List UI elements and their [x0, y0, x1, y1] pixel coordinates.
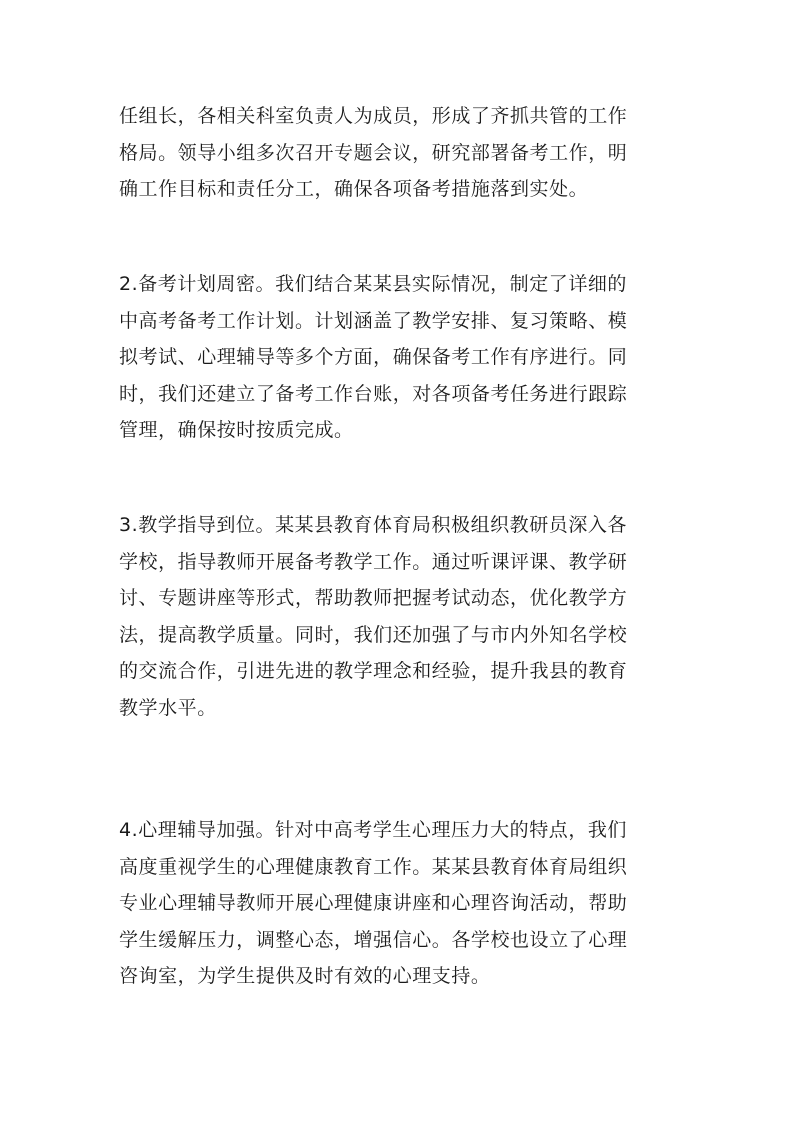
paragraph-teaching-guidance [119, 507, 679, 726]
text-line: 中高考备考工作计划。计划涵盖了教学安排、复习策略、模 [119, 309, 628, 332]
text-line: 的交流合作，引进先进的教学理念和经验，提升我县的教育 [119, 660, 628, 682]
text-line: 高度重视学生的心理健康教育工作。某某县教育体育局组织 [119, 855, 628, 878]
text-line: 学校，指导教师开展备考教学工作。通过听课评课、教学研 [119, 550, 628, 573]
text-line: 2.备考计划周密。我们结合某某县实际情况，制定了详细的 [119, 273, 627, 295]
text-line: 时，我们还建立了备考工作台账，对各项备考任务进行跟踪 [119, 382, 628, 405]
text-line: 学生缓解压力，调整心态，增强信心。各学校也设立了心理 [119, 928, 628, 951]
paragraph-exam-plan [119, 266, 679, 449]
text-line: 4.心理辅导加强。针对中高考学生心理压力大的特点，我们 [119, 819, 627, 841]
text-line: 3.教学指导到位。某某县教育体育局积极组织教研员深入各 [119, 514, 627, 536]
text-line: 法，提高教学质量。同时，我们还加强了与市内外知名学校 [119, 623, 628, 646]
text-line: 任组长，各相关科室负责人为成员，形成了齐抓共管的工作 [119, 105, 628, 127]
text-line: 讨、专题讲座等形式，帮助教师把握考试动态，优化教学方 [119, 587, 628, 609]
text-line: 格局。领导小组多次召开专题会议，研究部署备考工作，明 [119, 141, 628, 164]
text-line: 确工作目标和责任分工，确保各项备考措施落到实处。 [119, 178, 589, 200]
paragraph-leadership-group [119, 98, 679, 208]
text-line: 管理，确保按时按质完成。 [119, 419, 354, 441]
text-line: 咨询室，为学生提供及时有效的心理支持。 [119, 965, 491, 987]
text-line: 教学水平。 [119, 696, 217, 719]
paragraph-psychological-counseling [119, 812, 679, 995]
text-line: 拟考试、心理辅导等多个方面，确保备考工作有序进行。同 [119, 346, 628, 368]
text-line: 专业心理辅导教师开展心理健康讲座和心理咨询活动，帮助 [119, 892, 628, 914]
